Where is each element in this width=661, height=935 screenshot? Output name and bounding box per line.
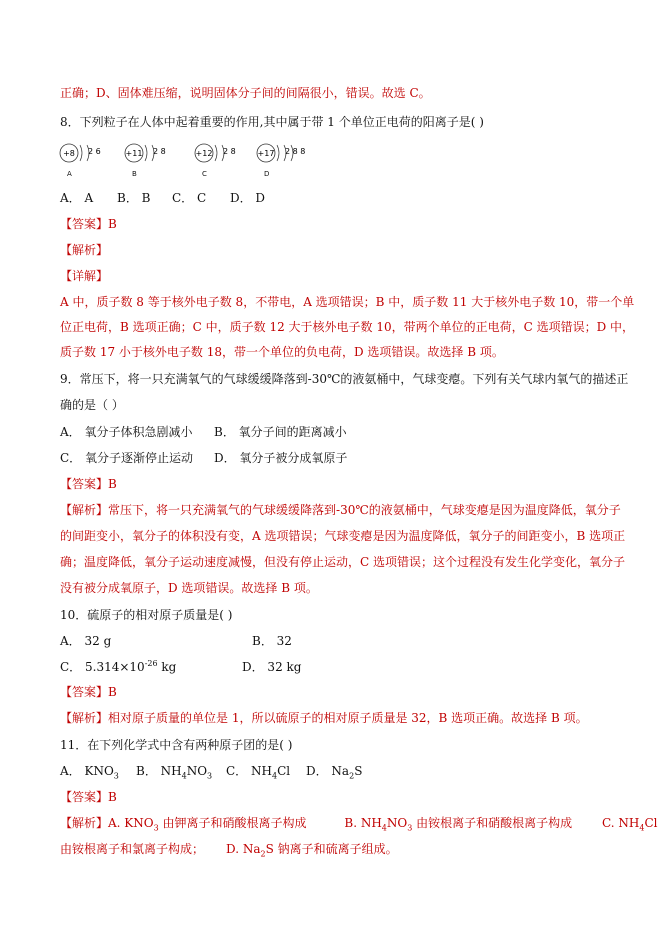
option-text: C． NH <box>226 764 272 778</box>
analysis-text: 相对原子质量的单位是 1，所以硫原子的相对原子质量是 32，B 选项正确。故选择 B 项。 <box>108 711 588 725</box>
question-10: 10．硫原子的相对原子质量是( ) <box>60 608 233 622</box>
answer-tag: 【答案】 <box>60 477 109 491</box>
atom-diagram-d <box>255 144 325 184</box>
q8-detail-line-2: 位正电荷，B 选项正确；C 中，质子数 12 大于核外电子数 10，带两个单位的正电荷，C 选项错误；D 中， <box>60 320 635 334</box>
q11-option-b <box>136 763 212 779</box>
option-text: Cl <box>277 764 291 778</box>
q10-option-b: B． 32 <box>252 634 292 648</box>
subscript: 4 <box>181 771 187 781</box>
subscript: 3 <box>153 823 159 833</box>
atom-diagram-a <box>58 144 128 184</box>
answer-value: B <box>108 685 117 699</box>
analysis-text: B. NH <box>344 816 382 830</box>
q11-option-c <box>226 763 290 779</box>
analysis-text: NO <box>386 816 408 830</box>
subscript: 4 <box>381 823 387 833</box>
subscript: 3 <box>407 823 413 833</box>
analysis-tag: 【解析】 <box>60 711 109 725</box>
atom-d-shells: 2 8 8 <box>285 147 306 156</box>
q8-option-c: C． C <box>172 191 207 205</box>
analysis-text: A. KNO <box>108 816 154 830</box>
q8-option-d: D． D <box>230 191 266 205</box>
subscript: 2 <box>260 849 266 859</box>
subscript: 2 <box>349 771 355 781</box>
analysis-text: Cl <box>644 816 658 830</box>
atom-a-shells: 2 6 <box>88 147 101 156</box>
atom-diagram-b <box>123 144 193 184</box>
answer-value: B <box>108 217 117 231</box>
q9-option-b: B． 氧分子间的距离减小 <box>214 425 347 439</box>
analysis-text: C. NH <box>601 816 640 830</box>
atom-diagram-a-svg <box>58 144 128 170</box>
atom-a-nucleus: +8 <box>63 149 75 158</box>
option-text: NO <box>186 764 208 778</box>
analysis-text: D. Na <box>226 842 261 856</box>
previous-analysis-end: 正确；D、固体难压缩，说明固体分子间的间隔很小，错误。故选 C。 <box>60 86 431 100</box>
answer-tag: 【答案】 <box>60 217 109 231</box>
atom-diagram-c <box>193 144 263 184</box>
q10-answer <box>60 684 117 700</box>
analysis-text: 由铵根离子和硝酸根离子构成 <box>412 816 573 830</box>
analysis-tag: 【解析】 <box>60 816 109 830</box>
q9-analysis-line-3: 确；温度降低，氧分子运动速度减慢，但没有停止运动，C 选项错误；这个过程没有发生化学变化，氧分子 <box>60 555 626 569</box>
q8-analysis-tag <box>60 242 108 258</box>
atom-c-letter: C <box>202 170 207 178</box>
q11-analysis-line-2 <box>60 841 398 857</box>
subscript: 4 <box>271 771 278 781</box>
option-c-exponent: -26 <box>144 659 158 668</box>
q11-option-d <box>306 763 362 779</box>
atom-c-nucleus: +12 <box>195 149 213 158</box>
q10-option-a: A． 32 g <box>60 634 112 648</box>
q9-option-a: A． 氧分子体积急剧减小 <box>60 425 193 439</box>
option-c-prefix: C． 5.314×10 <box>60 660 145 674</box>
option-c-unit: kg <box>157 660 177 674</box>
q9-option-c: C． 氧分子逐渐停止运动 <box>60 451 193 465</box>
subscript: 4 <box>639 823 645 833</box>
atom-d-nucleus: +17 <box>257 149 275 158</box>
detail-tag: 【详解】 <box>60 269 109 283</box>
answer-tag: 【答案】 <box>60 790 109 804</box>
question-9-line-2: 确的是（ ） <box>60 398 124 412</box>
answer-tag: 【答案】 <box>60 685 109 699</box>
option-text: B． NH <box>136 764 182 778</box>
question-8: 8．下列粒子在人体中起着重要的作用,其中属于带 1 个单位正电荷的阳离子是( ) <box>60 115 484 129</box>
analysis-text: 由钾离子和硝酸根离子构成 <box>158 816 307 830</box>
q11-analysis-line-1 <box>60 815 657 831</box>
atom-structure-diagrams <box>58 144 318 184</box>
q8-detail-tag <box>60 268 108 284</box>
subscript: 3 <box>113 771 119 781</box>
q9-option-d: D． 氧分子被分成氧原子 <box>214 451 348 465</box>
atom-b-letter: B <box>132 170 137 178</box>
analysis-text: 由铵根离子和氯离子构成； <box>60 842 205 856</box>
q8-answer <box>60 216 117 232</box>
q10-analysis <box>60 710 588 726</box>
q10-option-c <box>60 659 176 675</box>
q9-analysis-line-1 <box>60 502 621 518</box>
q10-option-d: D． 32 kg <box>242 660 302 674</box>
q8-option-b: B． B <box>117 191 151 205</box>
subscript: 3 <box>207 771 213 781</box>
q9-answer <box>60 476 117 492</box>
q9-analysis-line-2: 的间距变小，氧分子的体积没有变，A 选项错误；气球变瘪是因为温度降低，氧分子的间距变小，B 选项正 <box>60 529 626 543</box>
option-text: A． KNO <box>60 764 114 778</box>
analysis-text: 常压下，将一只充满氧气的气球缓缓降落到-30℃的液氨桶中，气球变瘪是因为温度降低，氧分子 <box>108 503 621 517</box>
answer-value: B <box>108 477 117 491</box>
atom-b-shells: 2 8 <box>153 147 166 156</box>
option-text: S <box>354 764 363 778</box>
analysis-text: S 钠离子和硫离子组成。 <box>265 842 398 856</box>
q8-option-a: A． A <box>60 191 94 205</box>
q11-option-a <box>60 763 119 779</box>
analysis-tag: 【解析】 <box>60 243 109 257</box>
option-text: D． Na <box>306 764 350 778</box>
q11-answer <box>60 789 117 805</box>
atom-a-letter: A <box>67 170 72 178</box>
q9-analysis-line-4: 没有被分成氧原子，D 选项错误。故选择 B 项。 <box>60 581 318 595</box>
atom-d-letter: D <box>264 170 270 178</box>
atom-c-shells: 2 8 <box>223 147 236 156</box>
answer-value: B <box>108 790 117 804</box>
question-9-line-1: 9．常压下，将一只充满氧气的气球缓缓降落到-30℃的液氨桶中，气球变瘪。下列有关气球内氧气的描述正 <box>60 372 629 386</box>
atom-b-nucleus: +11 <box>125 149 143 158</box>
q8-detail-line-1: A 中，质子数 8 等于核外电子数 8，不带电，A 选项错误；B 中，质子数 11 大于核外电子数 10，带一个单 <box>60 295 635 309</box>
analysis-tag: 【解析】 <box>60 503 109 517</box>
q8-detail-line-3: 质子数 17 小于核外电子数 18，带一个单位的负电荷，D 选项错误。故选择 B 项。 <box>60 345 504 359</box>
question-11: 11．在下列化学式中含有两种原子团的是( ) <box>60 738 293 752</box>
